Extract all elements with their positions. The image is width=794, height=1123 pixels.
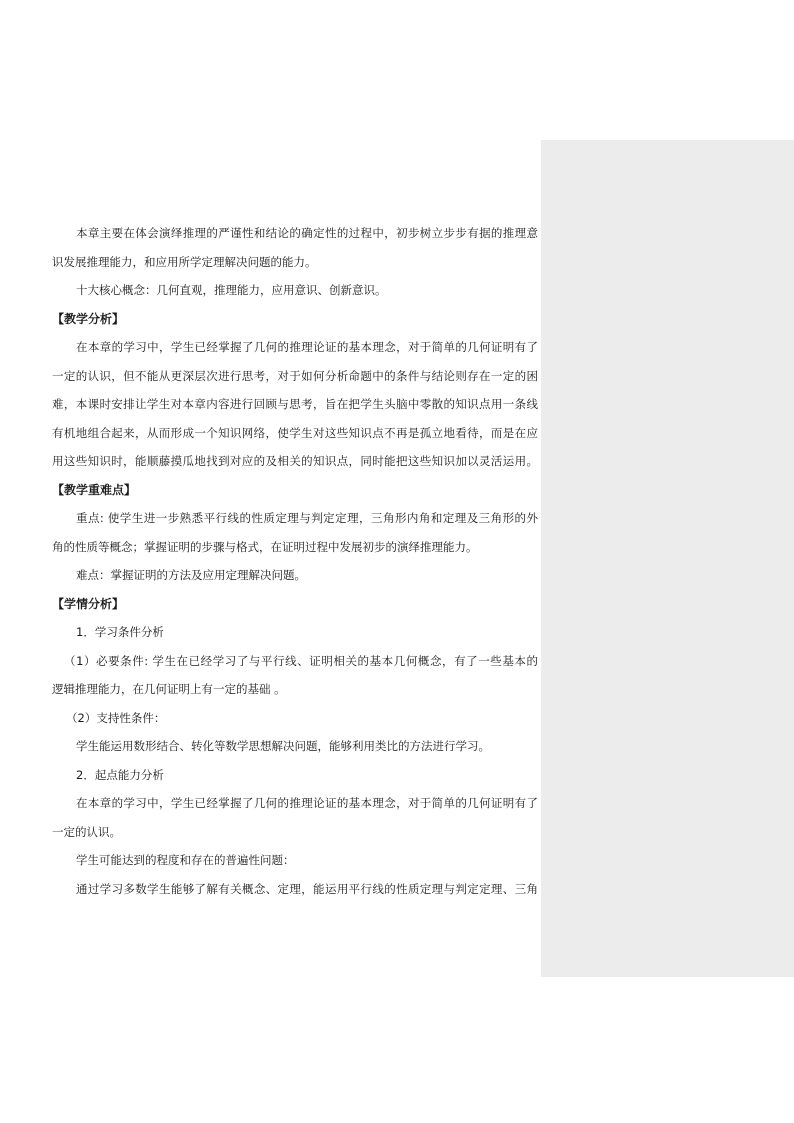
paragraph-line: 学生可能达到的程度和存在的普遍性问题： (76, 853, 295, 867)
paragraph-line: 有机地组合起来，从而形成一个知识网络，使学生对这些知识点不再是孤立地看待，而是在应 (52, 425, 538, 440)
paragraph-line: 识发展推理能力，和应用所学定理解决问题的能力。 (52, 254, 317, 269)
paragraph-line: 通过学习多数学生能够了解有关概念、定理，能运用平行线的性质定理与判定定理、三角 (76, 881, 538, 896)
paragraph-line: 在本章的学习中，学生已经掌握了几何的推理论证的基本理念，对于简单的几何证明有了 (76, 796, 538, 810)
paragraph-line: 一定的认识。 (52, 824, 121, 839)
paragraph-line: 角的性质等概念；掌握证明的步骤与格式，在证明过程中发展初步的演绎推理能力。 (52, 539, 478, 554)
section-heading-student-analysis: 【学情分析】 (52, 596, 125, 611)
paragraph-line: （2）支持性条件： (66, 710, 166, 725)
paragraph-line: 难点：掌握证明的方法及应用定理解决问题。 (76, 568, 306, 582)
paragraph-line: 1．学习条件分析 (76, 625, 164, 639)
paragraph-line: 十大核心概念：几何直观，推理能力，应用意识、创新意识。 (76, 283, 387, 297)
section-heading-teaching-analysis: 【教学分析】 (52, 311, 125, 326)
comment-sidebar-pane (541, 140, 794, 977)
paragraph-line: 学生能运用数形结合、转化等数学思想解决问题，能够利用类比的方法进行学习。 (76, 739, 490, 753)
paragraph-line: 逻辑推理能力，在几何证明上有一定的基础 。 (52, 682, 286, 696)
document-body (52, 221, 538, 905)
paragraph-line: 本章主要在体会演绎推理的严谨性和结论的确定性的过程中，初步树立步步有据的推理意 (76, 226, 538, 240)
paragraph-line: 用这些知识时，能顺藤摸瓜地找到对应的及相关的知识点，同时能把这些知识加以灵活运用。 (52, 454, 538, 468)
paragraph-line: 一定的认识，但不能从更深层次进行思考，对于如何分析命题中的条件与结论则存在一定的困 (52, 368, 538, 383)
paragraph-line: 难，本课时安排让学生对本章内容进行回顾与思考，旨在把学生头脑中零散的知识点用一条线 (52, 397, 538, 411)
paragraph-line: 重点: 使学生进一步熟悉平行线的性质定理与判定定理，三角形内角和定理及三角形的外 (76, 511, 538, 525)
paragraph-line: 2．起点能力分析 (76, 767, 164, 782)
paragraph-line: 在本章的学习中，学生已经掌握了几何的推理论证的基本理念，对于简单的几何证明有了 (76, 340, 538, 354)
section-heading-key-points: 【教学重难点】 (52, 482, 137, 497)
paragraph-line: （1）必要条件: 学生在已经学习了与平行线、证明相关的基本几何概念，有了一些基本的 (64, 653, 538, 668)
